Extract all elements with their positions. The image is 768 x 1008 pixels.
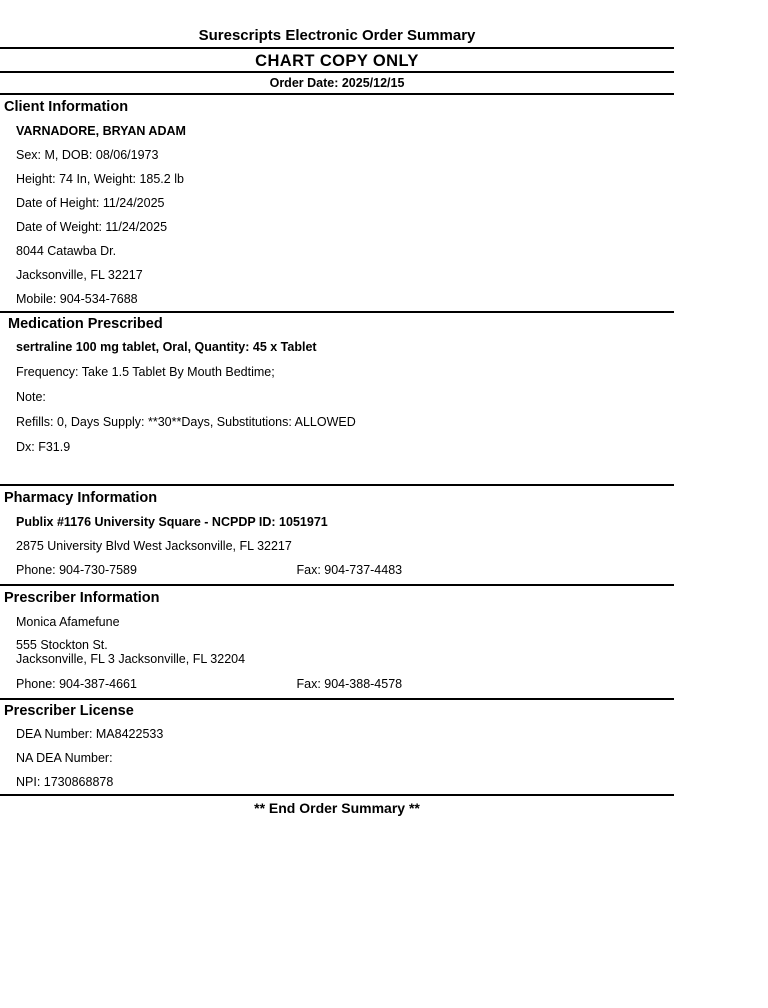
prescriber-name: Monica Afamefune: [16, 615, 120, 629]
client-information-heading: Client Information: [4, 99, 129, 115]
prescriber-address-street: 555 Stockton St.: [16, 638, 108, 652]
pharmacy-address: 2875 University Blvd West Jacksonville, FL 32217: [16, 539, 292, 553]
medication-prescribed-section: [0, 313, 674, 486]
medication-refills: Refills: 0, Days Supply: **30**Days, Substitutions: ALLOWED: [16, 415, 356, 429]
end-order-summary: ** End Order Summary **: [254, 800, 420, 816]
medication-prescribed-heading: Medication Prescribed: [8, 316, 163, 332]
prescriber-license-section: [0, 700, 674, 796]
medication-frequency: Frequency: Take 1.5 Tablet By Mouth Bedtime;: [16, 365, 275, 379]
client-address-city: Jacksonville, FL 32217: [16, 268, 143, 282]
pharmacy-name: Publix #1176 University Square - NCPDP ID: 1051971: [16, 515, 328, 529]
order-date: Order Date: 2025/12/15: [0, 73, 674, 95]
license-npi: NPI: 1730868878: [16, 775, 114, 789]
prescriber-address-block: [0, 638, 674, 666]
prescriber-fax: Fax: 904-388-4578: [296, 677, 403, 691]
client-date-of-height: Date of Height: 11/24/2025: [16, 196, 165, 210]
client-name: VARNADORE, BRYAN ADAM: [16, 124, 186, 138]
prescriber-license-heading: Prescriber License: [4, 703, 134, 719]
medication-dx: Dx: F31.9: [16, 440, 71, 454]
client-date-of-weight: Date of Weight: 11/24/2025: [16, 220, 168, 234]
client-height-weight: Height: 74 In, Weight: 185.2 lb: [16, 172, 184, 186]
pharmacy-phone: Phone: 904-730-7589: [16, 563, 137, 577]
prescriber-information-heading: Prescriber Information: [4, 590, 160, 606]
chart-copy-banner: CHART COPY ONLY: [0, 49, 674, 73]
client-information-section: [0, 95, 674, 313]
prescriber-information-section: [0, 586, 674, 700]
medication-note: Note:: [16, 390, 46, 404]
pharmacy-information-section: [0, 486, 674, 586]
medication-drug: sertraline 100 mg tablet, Oral, Quantity: 45 x Tablet: [16, 340, 317, 354]
prescriber-phone: Phone: 904-387-4661: [16, 677, 137, 691]
prescriber-address-city: Jacksonville, FL 3 Jacksonville, FL 32204: [16, 652, 246, 666]
license-na-dea-number: NA DEA Number:: [16, 751, 113, 765]
client-mobile: Mobile: 904-534-7688: [16, 292, 138, 306]
client-sex-dob: Sex: M, DOB: 08/06/1973: [16, 148, 159, 162]
document-title: Surescripts Electronic Order Summary: [0, 0, 674, 49]
pharmacy-phone-fax-row: [0, 558, 674, 582]
prescriber-phone-fax-row: [0, 672, 674, 696]
pharmacy-information-heading: Pharmacy Information: [4, 490, 158, 506]
license-dea-number: DEA Number: MA8422533: [16, 727, 164, 741]
client-address-street: 8044 Catawba Dr.: [16, 244, 117, 258]
pharmacy-fax: Fax: 904-737-4483: [296, 563, 403, 577]
